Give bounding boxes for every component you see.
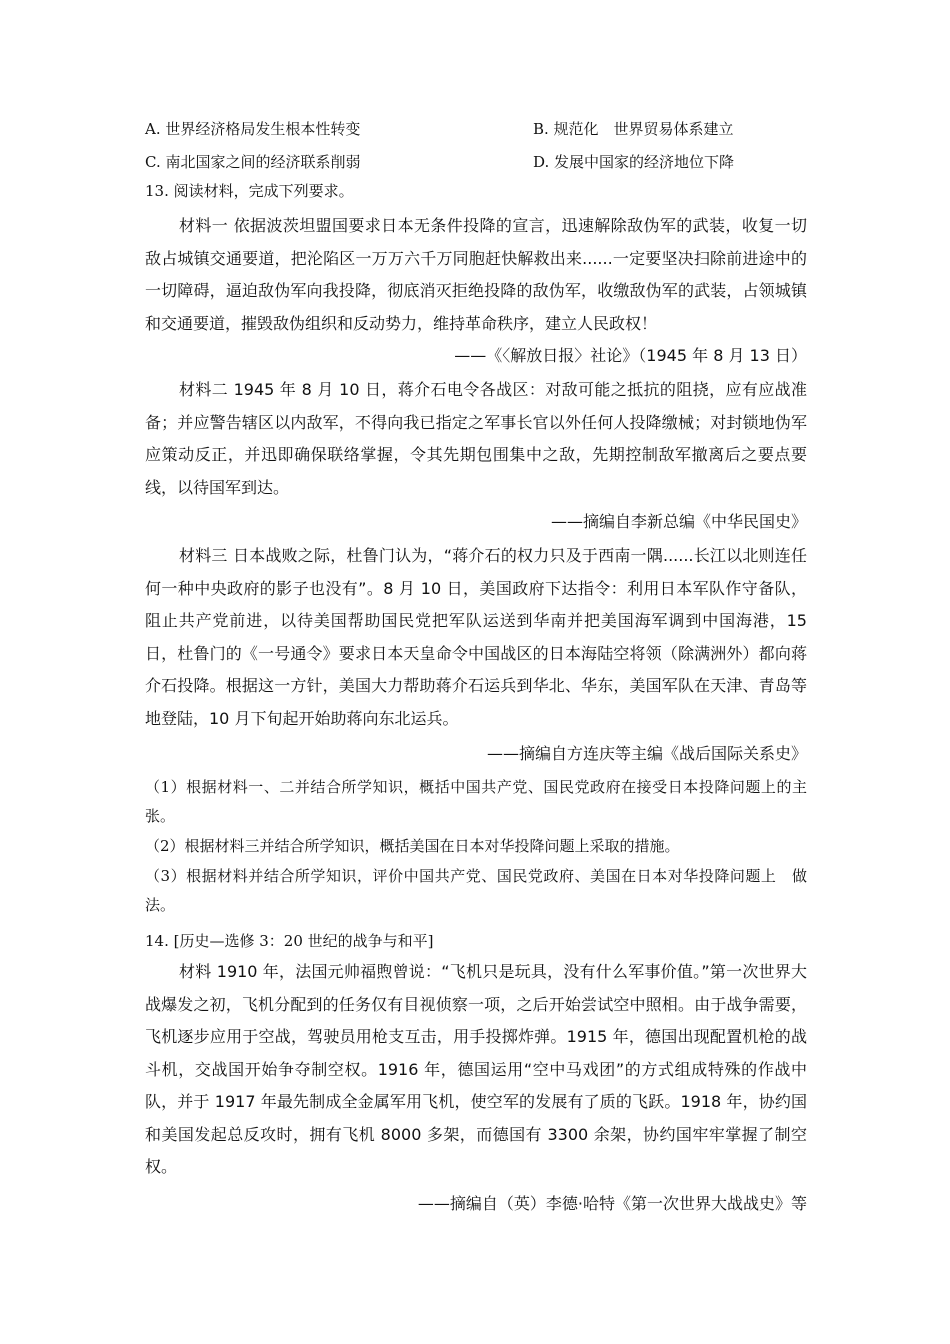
q13-material-2: 材料二 1945 年 8 月 10 日，蒋介石电令各战区：对敌可能之抵抗的阻挠，应有应战准备；并应警告辖区以内敌军，不得向我已指定之军事长官以外任何人投降缴械；对封锁地伪军应策动反正，并迅即确保联络掌握，令其先期包围集中之敌，先期控制敌军撤离后之要点要线，以待国军到达。	[145, 380, 807, 497]
q13-source-3: ——摘编自方连庆等主编《战后国际关系史》	[486, 744, 807, 763]
option-d: D. 发展中国家的经济地位下降	[533, 153, 735, 171]
options-row-ab	[145, 118, 807, 140]
q13-sub-question-1: （1）根据材料一、二并结合所学知识，概括中国共产党、国民党政府在接受日本投降问题上的主张。	[145, 778, 807, 825]
option-a: A. 世界经济格局发生根本性转变	[145, 120, 361, 138]
option-c: C. 南北国家之间的经济联系削弱	[145, 153, 361, 171]
option-b: B. 规范化 世界贸易体系建立	[533, 120, 734, 138]
q13-sub-question-2: （2）根据材料三并结合所学知识，概括美国在日本对华投降问题上采取的措施。	[145, 837, 680, 855]
question-13-title: 13. 阅读材料，完成下列要求。	[145, 182, 354, 200]
options-row-cd	[145, 151, 807, 173]
question-14-title: 14. [历史—选修 3：20 世纪的战争与和平]	[145, 932, 434, 950]
q13-material-3: 材料三 日本战败之际，杜鲁门认为，“蒋介石的权力只及于西南一隅......长江以北则连任何一种中央政府的影子也没有”。8 月 10 日，美国政府下达指令：利用日本军队作守备队，阻止共产党前进，以待美国帮助国民党把军队运送到华南并把美国海军调到中国海港，15 日，杜鲁门的《一号通令》要求日本天皇命令中国战区的日本海陆空将领（除满洲外）都向蒋介石投降。根据这一方针，美国大力帮助蒋介石运兵到华北、华东，美国军队在天津、青岛等地登陆，10 月下旬起开始助蒋向东北运兵。	[145, 546, 807, 728]
q13-source-1: ——《〈解放日报〉社论》（1945 年 8 月 13 日）	[454, 346, 807, 365]
q14-material: 材料 1910 年，法国元帅福煦曾说：“飞机只是玩具，没有什么军事价值。”第一次世界大战爆发之初，飞机分配到的任务仅有目视侦察一项，之后开始尝试空中照相。由于战争需要，飞机逐步应用于空战，驾驶员用枪支互击，用手投掷炸弹。1915 年，德国出现配置机枪的战斗机，交战国开始争夺制空权。1916 年，德国运用“空中马戏团”的方式组成特殊的作战中队，并于 1917 年最先制成全金属军用飞机，使空军的发展有了质的飞跃。1918 年，协约国和美国发起总反攻时，拥有飞机 8000 多架，而德国有 3300 余架，协约国牢牢掌握了制空权。	[145, 962, 807, 1176]
q13-material-1: 材料一 依据波茨坦盟国要求日本无条件投降的宣言，迅速解除敌伪军的武装，收复一切敌占城镇交通要道，把沦陷区一万万六千万同胞赶快解救出来......一定要坚决扫除前进途中的一切障碍，逼迫敌伪军向我投降，彻底消灭拒绝投降的敌伪军，收缴敌伪军的武装，占领城镇和交通要道，摧毁敌伪组织和反动势力，维持革命秩序，建立人民政权！	[145, 216, 807, 333]
q13-sub-question-3: （3）根据材料并结合所学知识，评价中国共产党、国民党政府、美国在日本对华投降问题上 做法。	[145, 867, 807, 914]
q13-source-2: ——摘编自李新总编《中华民国史》	[550, 512, 807, 531]
q14-source: ——摘编自（英）李德·哈特《第一次世界大战战史》等	[417, 1194, 807, 1213]
